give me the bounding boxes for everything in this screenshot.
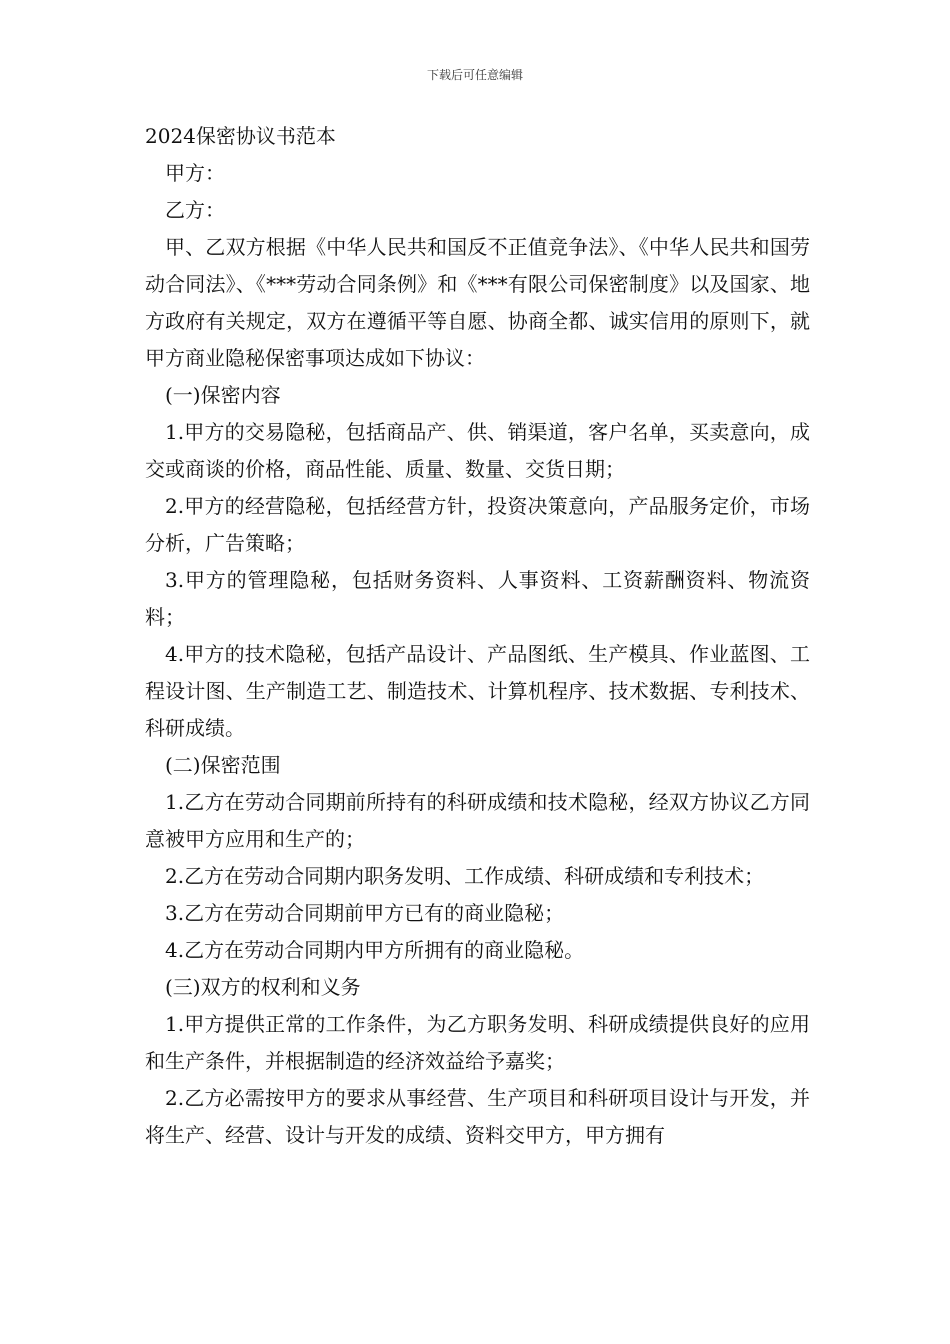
content-item-3: 3.甲方的管理隐秘，包括财务资料、人事资料、工资薪酬资料、物流资料；	[145, 568, 810, 629]
party-b-line: 乙方：	[165, 198, 225, 222]
section-heading-scope: (二)保密范围	[165, 753, 281, 777]
rights-item-2: 2.乙方必需按甲方的要求从事经营、生产项目和科研项目设计与开发，并将生产、经营、设计与开发的成绩、资料交甲方，甲方拥有	[145, 1086, 810, 1147]
scope-item-4: 4.乙方在劳动合同期内甲方所拥有的商业隐秘。	[165, 938, 585, 962]
content-item-4: 4.甲方的技术隐秘，包括产品设计、产品图纸、生产模具、作业蓝图、工程设计图、生产制造工艺、制造技术、计算机程序、技术数据、专利技术、科研成绩。	[145, 642, 810, 740]
section-heading-content: (一)保密内容	[165, 383, 281, 407]
scope-item-1: 1.乙方在劳动合同期前所持有的科研成绩和技术隐秘，经双方协议乙方同意被甲方应用和生产的；	[145, 790, 810, 851]
party-a-line: 甲方：	[165, 161, 225, 185]
scope-item-3: 3.乙方在劳动合同期前甲方已有的商业隐秘；	[165, 901, 565, 925]
content-item-2: 2.甲方的经营隐秘，包括经营方针，投资决策意向，产品服务定价，市场分析，广告策略；	[145, 494, 810, 555]
scope-item-2: 2.乙方在劳动合同期内职务发明、工作成绩、科研成绩和专利技术；	[165, 864, 765, 888]
preamble-paragraph: 甲、乙双方根据《中华人民共和国反不正值竞争法》、《中华人民共和国劳动合同法》、《***劳动合同条例》和《***有限公司保密制度》以及国家、地方政府有关规定，双方在遵循平等自愿、协商全都、诚实信用的原则下，就甲方商业隐秘保密事项达成如下协议：	[145, 235, 810, 370]
page-header-note: 下载后可任意编辑	[426, 68, 523, 82]
rights-item-1: 1.甲方提供正常的工作条件，为乙方职务发明、科研成绩提供良好的应用和生产条件，并根据制造的经济效益给予嘉奖；	[145, 1012, 810, 1073]
document-body	[145, 118, 810, 1154]
section-heading-rights: (三)双方的权利和义务	[165, 975, 361, 999]
document-title: 2024保密协议书范本	[145, 124, 336, 148]
content-item-1: 1.甲方的交易隐秘，包括商品产、供、销渠道，客户名单，买卖意向，成交或商谈的价格，商品性能、质量、数量、交货日期；	[145, 420, 810, 481]
